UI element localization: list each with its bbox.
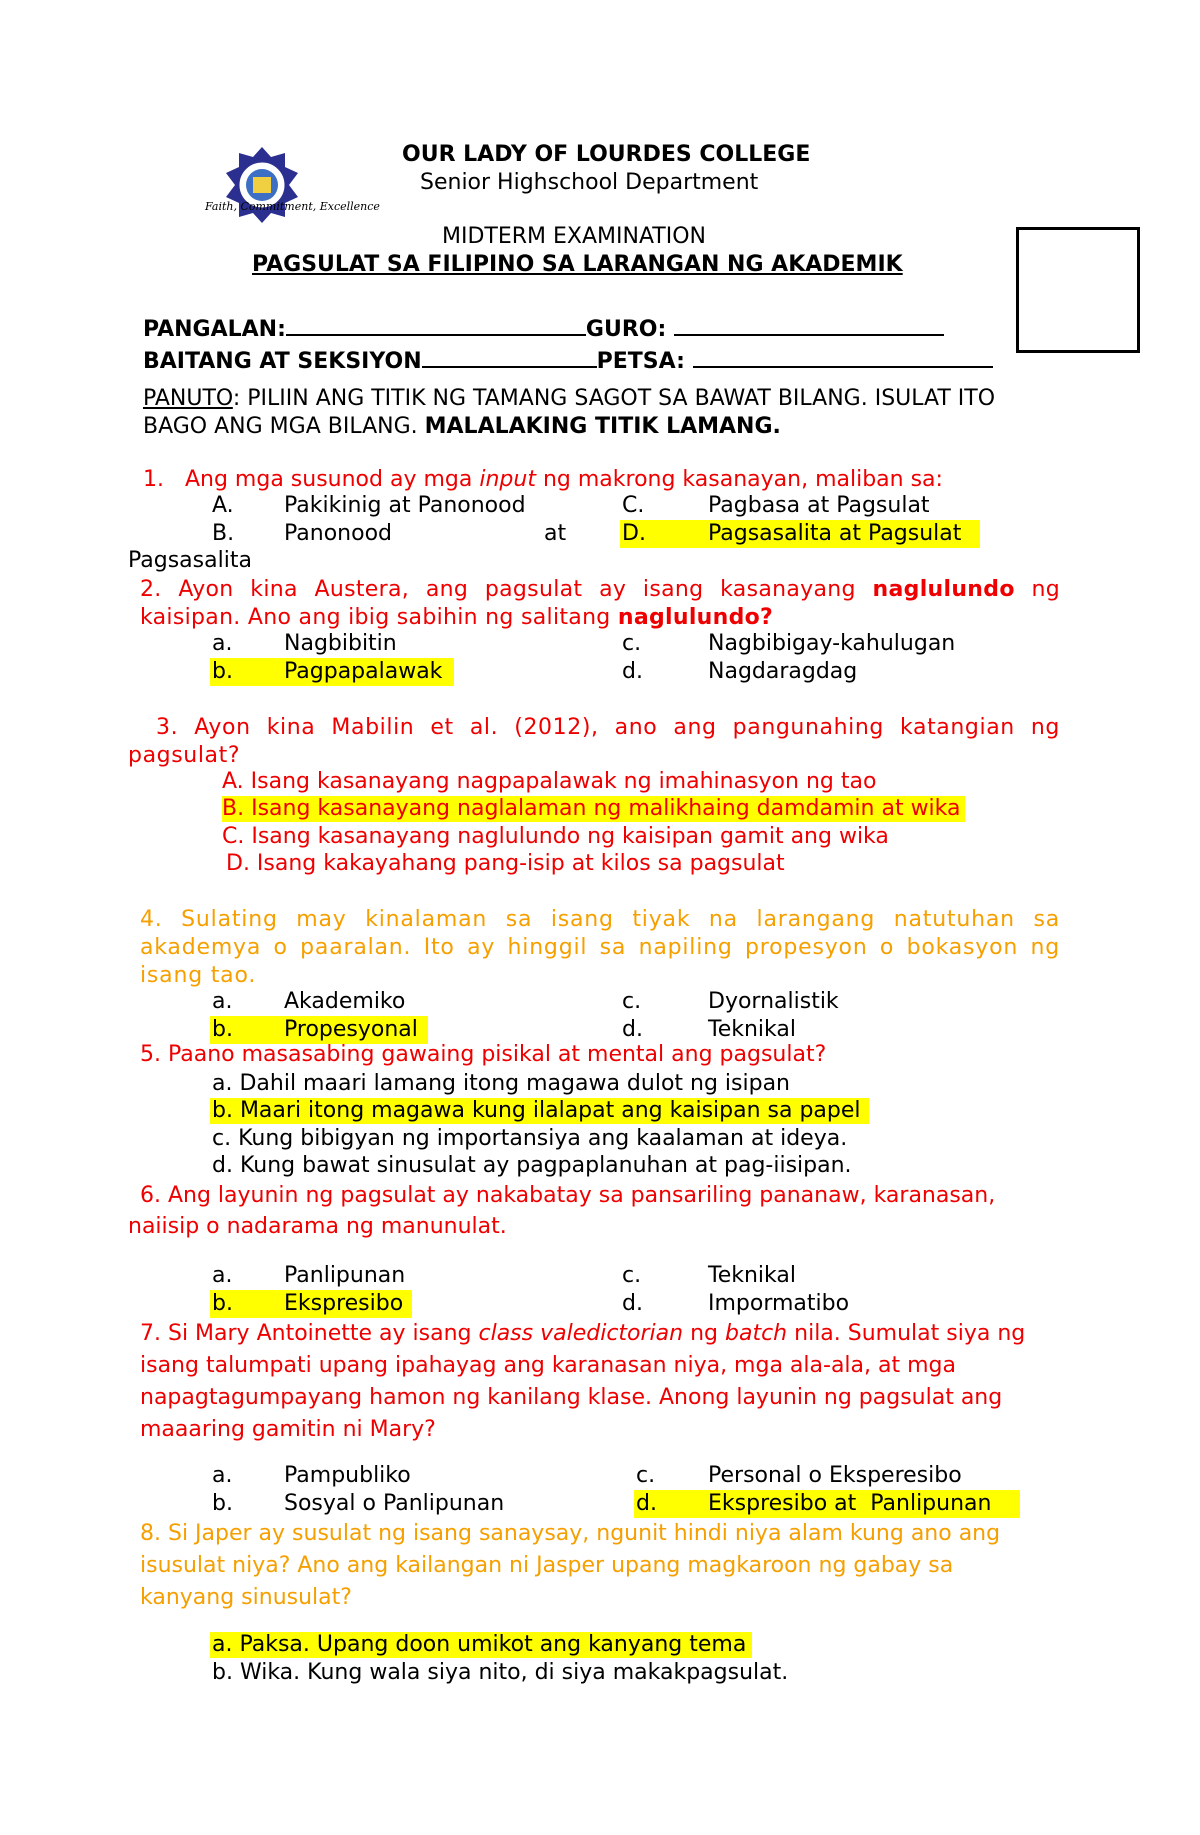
q5-question: 5. Paano masasabing gawaing pisikal at mental ang pagsulat? <box>140 1042 827 1067</box>
q4-option-b[interactable]: Propesyonal <box>284 1017 418 1042</box>
q2-option-b[interactable]: Pagpapalawak <box>284 659 443 684</box>
q4-option-c[interactable]: Dyornalistik <box>708 989 839 1014</box>
instructions-emphasis: MALALAKING TITIK LAMANG. <box>424 414 781 439</box>
q5-option-a[interactable]: a. Dahil maari lamang itong magawa dulot ng isipan <box>212 1071 791 1096</box>
q1-option-a[interactable]: Pakikinig at Panonood <box>284 493 526 518</box>
q2-option-a[interactable]: Nagbibitin <box>284 631 397 656</box>
instructions-label: PANUTO <box>143 386 233 411</box>
q4-option-a[interactable]: Akademiko <box>284 989 406 1014</box>
section-blank[interactable] <box>422 344 597 368</box>
q4-option-d[interactable]: Teknikal <box>708 1017 796 1042</box>
teacher-label: GURO: <box>585 317 667 342</box>
score-box[interactable] <box>1016 227 1140 353</box>
section-label: BAITANG AT SEKSIYON <box>143 349 422 374</box>
q1-options-row1: A. Pakikinig at Panonood C. Pagbasa at Pagsulat <box>212 493 930 518</box>
q1-option-b-wrap: Pagsasalita <box>128 548 252 573</box>
q1-question: 1. Ang mga susunod ay mga input ng makrong kasanayan, maliban sa: <box>143 467 943 492</box>
q2-option-d[interactable]: Nagdaragdag <box>708 659 858 684</box>
school-name: OUR LADY OF LOURDES COLLEGE <box>402 142 811 167</box>
q4-question: 4. Sulating may kinalaman sa isang tiyak na larangang natutuhan sa akademya o paaralan. Ito ay hinggil sa napiling propesyon o bokasyon ng isang tao. <box>140 907 1060 988</box>
q6-option-c[interactable]: Teknikal <box>708 1263 796 1288</box>
q7-option-a[interactable]: Pampubliko <box>284 1463 411 1488</box>
q5-option-d[interactable]: d. Kung bawat sinusulat ay pagpaplanuhan at pag-iisipan. <box>212 1153 852 1178</box>
q2-option-c[interactable]: Nagbibigay-kahulugan <box>708 631 956 656</box>
q6-option-a[interactable]: Panlipunan <box>284 1263 406 1288</box>
exam-title: MIDTERM EXAMINATION <box>442 224 706 249</box>
name-blank[interactable] <box>286 312 586 336</box>
q1-option-d[interactable]: Pagsasalita at Pagsulat <box>708 521 962 546</box>
q3-option-a[interactable]: A. Isang kasanayang nagpapalawak ng imahinasyon ng tao <box>222 769 877 794</box>
instructions-text: : PILIIN ANG TITIK NG TAMANG SAGOT SA BAWAT BILANG. ISULAT ITO BAGO ANG MGA BILANG. <box>143 386 996 439</box>
name-label: PANGALAN: <box>143 317 286 342</box>
q2-options-row2: b. Pagpapalawak d. Nagdaragdag <box>212 659 858 684</box>
q1-option-b[interactable]: Panonood <box>284 521 392 546</box>
q3-option-d[interactable]: D. Isang kakayahang pang-isip at kilos sa pagsulat <box>226 851 785 876</box>
q6-options-row2: b. Ekspresibo d. Impormatibo <box>212 1291 850 1316</box>
q5-option-c[interactable]: c. Kung bibigyan ng importansiya ang kaalaman at ideya. <box>212 1126 848 1151</box>
q6-option-d[interactable]: Impormatibo <box>708 1291 850 1316</box>
q7-question: 7. Si Mary Antoinette ay isang class valedictorian ng batch nila. Sumulat siya ng isang talumpati upang ipahayag ang karanasan niya, mga ala-ala, at mga napagtagumpayang hamon ng kanilang klase. Anong layunin ng pagsulat ang maaaring gamitin ni Mary? <box>140 1321 1026 1442</box>
q8-option-b[interactable]: b. Wika. Kung wala siya nito, di siya makakpagsulat. <box>212 1660 789 1685</box>
teacher-blank[interactable] <box>674 312 944 336</box>
q4-options-row1: a. Akademiko c. Dyornalistik <box>212 989 839 1014</box>
q5-option-b[interactable]: b. Maari itong magawa kung ilalapat ang kaisipan sa papel <box>210 1098 869 1124</box>
subject-title: PAGSULAT SA FILIPINO SA LARANGAN NG AKADEMIK <box>252 252 903 277</box>
q1-italic: input <box>479 467 536 492</box>
q1-number: 1. <box>143 467 164 492</box>
department: Senior Highschool Department <box>420 170 759 195</box>
q3-option-b[interactable]: B. Isang kasanayang naglalaman ng malikhaing damdamin at wika <box>222 796 965 822</box>
q7-option-d[interactable]: Ekspresibo at Panlipunan <box>708 1491 992 1516</box>
q8-option-a[interactable]: a. Paksa. Upang doon umikot ang kanyang tema <box>210 1632 752 1658</box>
q8-question: 8. Si Japer ay susulat ng isang sanaysay, ngunit hindi niya alam kung ano ang isusulat niya? Ano ang kailangan ni Jasper upang magkaroon ng gabay sa kanyang sinusulat? <box>140 1521 1001 1610</box>
q2-options-row1: a. Nagbibitin c. Nagbibigay-kahulugan <box>212 631 956 656</box>
logo-motto: Faith, Commitment, Excellence <box>205 200 380 213</box>
q1-options-row2: B. Panonood at D. Pagsasalita at Pagsulat <box>0 520 1200 548</box>
q3-question: 3. Ayon kina Mabilin et al. (2012), ano ang pangunahing katangian ng pagsulat? <box>128 715 1060 768</box>
date-blank[interactable] <box>693 344 993 368</box>
q7-option-c[interactable]: Personal o Eksperesibo <box>708 1463 962 1488</box>
instructions <box>143 385 1023 441</box>
q2-question: 2. Ayon kina Austera, ang pagsulat ay isang kasanayang naglulundo ng kaisipan. Ano ang ibig sabihin ng salitang naglulundo? <box>140 577 1061 630</box>
q6-options-row1: a. Panlipunan c. Teknikal <box>212 1263 796 1288</box>
q7-options-row2: b. Sosyal o Panlipunan d. Ekspresibo at Panlipunan <box>0 1490 1200 1518</box>
name-field <box>143 312 944 343</box>
q3-option-c[interactable]: C. Isang kasanayang naglulundo ng kaisipan gamit ang wika <box>222 824 889 849</box>
q7-option-b[interactable]: Sosyal o Panlipunan <box>284 1491 505 1516</box>
q6-option-b[interactable]: Ekspresibo <box>284 1291 404 1316</box>
college-logo <box>205 145 320 225</box>
section-field <box>143 344 993 375</box>
q7-options-row1: a. Pampubliko c. Personal o Eksperesibo <box>212 1463 962 1488</box>
q4-options-row2: b. Propesyonal d. Teknikal <box>212 1017 796 1042</box>
date-label: PETSA: <box>596 349 685 374</box>
q1-option-c[interactable]: Pagbasa at Pagsulat <box>708 493 930 518</box>
q6-question: 6. Ang layunin ng pagsulat ay nakabatay sa pansariling pananaw, karanasan, naiisip o nadarama ng manunulat. <box>128 1183 996 1239</box>
